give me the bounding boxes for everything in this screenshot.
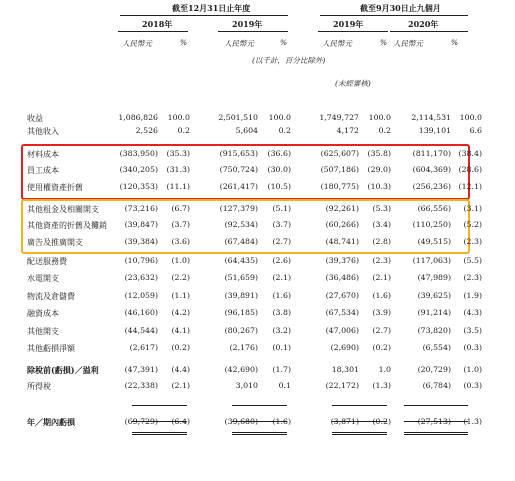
cell-value: (96,185) xyxy=(224,308,258,317)
cell-value: (20,729) xyxy=(417,365,451,374)
cell-value: 1.0 xyxy=(378,365,391,374)
cell-value: (92,261) xyxy=(325,204,359,213)
cell-value: (3.4) xyxy=(372,220,391,229)
cell-value: (1.6) xyxy=(372,291,391,300)
unit-pct-1: % xyxy=(180,38,188,47)
row-label: 配送服務費 xyxy=(27,257,67,266)
rule-final-8 xyxy=(404,434,468,435)
cell-value: 1,749,727 xyxy=(319,113,359,122)
cell-value: (39,384) xyxy=(124,237,158,246)
cell-value: (1.6) xyxy=(272,291,291,300)
cell-value: (2.1) xyxy=(171,381,190,390)
cell-value: 100.0 xyxy=(268,113,291,122)
unit-rmb-3: 人民幣元 xyxy=(322,39,352,48)
rule-total-7 xyxy=(332,421,387,422)
cell-value: (67,484) xyxy=(224,237,258,246)
cell-value: (2.3) xyxy=(463,237,482,246)
cell-value: (604,369) xyxy=(412,165,451,174)
cell-value: 139,101 xyxy=(418,126,451,135)
rule-final-4 xyxy=(404,432,468,433)
cell-value: (1.1) xyxy=(171,291,190,300)
cell-value: (10,796) xyxy=(124,256,158,265)
cell-value: (60,266) xyxy=(325,220,359,229)
cell-value: (12.1) xyxy=(458,182,482,191)
cell-value: (117,063) xyxy=(412,256,451,265)
cell-value: (256,236) xyxy=(412,182,451,191)
cell-value: (2,617) xyxy=(129,343,158,352)
cell-value: (10.5) xyxy=(267,182,291,191)
cell-value: (47,006) xyxy=(325,326,359,335)
cell-value: (46,160) xyxy=(124,308,158,317)
cell-value: (39,376) xyxy=(325,256,359,265)
cell-value: 5,604 xyxy=(235,126,258,135)
row-label: 年／期內虧損 xyxy=(27,417,75,427)
cell-value: (31.3) xyxy=(166,165,190,174)
year-2019-b: 2019年 xyxy=(333,19,364,29)
cell-value: (625,607) xyxy=(320,149,359,158)
cell-value: (29.0) xyxy=(367,165,391,174)
cell-value: (35.8) xyxy=(367,149,391,158)
cell-value: (73,820) xyxy=(417,326,451,335)
cell-value: (2.2) xyxy=(171,273,190,282)
cell-value: (4.3) xyxy=(463,308,482,317)
cell-value: 4,172 xyxy=(336,126,359,135)
cell-value: (2,176) xyxy=(229,343,258,352)
rule-total-1 xyxy=(132,405,187,406)
header-group-year-end: 截至12月31日止年度 xyxy=(172,3,251,13)
cell-value: (127,379) xyxy=(219,204,258,213)
cell-value: (51,659) xyxy=(224,273,258,282)
row-label: 其他租金及相關開支 xyxy=(27,205,99,214)
unit-pct-2: % xyxy=(280,38,288,47)
cell-value: (80,267) xyxy=(224,326,258,335)
unit-pct-3: % xyxy=(380,38,388,47)
row-label: 所得稅 xyxy=(27,382,51,391)
cell-value: (42,690) xyxy=(224,365,258,374)
cell-value: (2,690) xyxy=(330,343,359,352)
cell-value: (47,391) xyxy=(124,365,158,374)
cell-value: 2,114,531 xyxy=(411,113,451,122)
unit-rmb-2: 人民幣元 xyxy=(224,39,254,48)
cell-value: (4.1) xyxy=(171,326,190,335)
rule-total-4 xyxy=(404,405,468,406)
unit-rmb-4: 人民幣元 xyxy=(393,39,423,48)
cell-value: (3.7) xyxy=(171,220,190,229)
cell-value: (49,515) xyxy=(417,237,451,246)
rule-final-7 xyxy=(332,434,387,435)
cell-value: (30.0) xyxy=(267,165,291,174)
year-2019-a: 2019年 xyxy=(232,19,263,29)
cell-value: (22,338) xyxy=(124,381,158,390)
unit-pct-4: % xyxy=(451,38,459,47)
cell-value: (0.3) xyxy=(463,343,482,352)
cell-value: (48,741) xyxy=(325,237,359,246)
cell-value: (92,534) xyxy=(224,220,258,229)
cell-value: (6,554) xyxy=(422,343,451,352)
row-label: 其他虧損淨額 xyxy=(27,344,75,353)
cell-value: (915,653) xyxy=(219,149,258,158)
cell-value: (2.3) xyxy=(372,256,391,265)
cell-value: (811,170) xyxy=(412,149,451,158)
cell-value: 0.2 xyxy=(278,126,291,135)
cell-value: (0.2) xyxy=(171,343,190,352)
cell-value: (35.3) xyxy=(166,149,190,158)
cell-value: (27,670) xyxy=(325,291,359,300)
cell-value: (66,556) xyxy=(417,204,451,213)
cell-value: (36.6) xyxy=(267,149,291,158)
rule-final-2 xyxy=(232,432,287,433)
cell-value: (1.3) xyxy=(372,381,391,390)
cell-value: (67,534) xyxy=(325,308,359,317)
cell-value: (38.4) xyxy=(458,149,482,158)
cell-value: (2.1) xyxy=(372,273,391,282)
cell-value: (5.3) xyxy=(372,204,391,213)
cell-value: (2.7) xyxy=(372,326,391,335)
cell-value: (2.3) xyxy=(463,273,482,282)
cell-value: (0.2) xyxy=(372,343,391,352)
rule-final-5 xyxy=(132,434,187,435)
cell-value: (1.0) xyxy=(463,365,482,374)
cell-value: (3.7) xyxy=(272,220,291,229)
cell-value: 2,526 xyxy=(135,126,158,135)
cell-value: (28.6) xyxy=(458,165,482,174)
cell-value: (39,847) xyxy=(124,220,158,229)
row-label: 其他開支 xyxy=(27,327,59,336)
cell-value: (0.1) xyxy=(272,343,291,352)
cell-value: (39,625) xyxy=(417,291,451,300)
cell-value: (91,214) xyxy=(417,308,451,317)
cell-value: 0.2 xyxy=(177,126,190,135)
cell-value: (383,950) xyxy=(119,149,158,158)
cell-value: (261,417) xyxy=(219,182,258,191)
cell-value: (6.4) xyxy=(171,417,190,426)
row-label: 物流及倉儲費 xyxy=(27,292,75,301)
cell-value: (23,632) xyxy=(124,273,158,282)
rule-total-5 xyxy=(132,421,187,422)
cell-value: (47,989) xyxy=(417,273,451,282)
cell-value: (750,724) xyxy=(219,165,258,174)
cell-value: (1.9) xyxy=(463,291,482,300)
cell-value: (340,205) xyxy=(119,165,158,174)
cell-value: 18,301 xyxy=(331,365,359,374)
cell-value: (36,486) xyxy=(325,273,359,282)
cell-value: (12,059) xyxy=(124,291,158,300)
row-label: 廣告及推廣開支 xyxy=(27,238,83,247)
cell-value: (1.6) xyxy=(272,417,291,426)
note-thousands: (以千計，百分比除外) xyxy=(252,56,326,65)
cell-value: 6.6 xyxy=(469,126,482,135)
cell-value: (4.2) xyxy=(171,308,190,317)
cell-value: (11.1) xyxy=(166,182,190,191)
rule-final-3 xyxy=(332,432,387,433)
cell-value: (1.7) xyxy=(272,365,291,374)
cell-value: (2.7) xyxy=(272,237,291,246)
cell-value: (4.4) xyxy=(171,365,190,374)
row-label: 使用權資產折舊 xyxy=(27,183,83,192)
row-label: 其他資產的折舊及攤銷 xyxy=(27,221,107,230)
cell-value: 0.2 xyxy=(378,126,391,135)
cell-value: 100.0 xyxy=(167,113,190,122)
rule-total-6 xyxy=(232,421,287,422)
cell-value: (5.2) xyxy=(463,220,482,229)
rule-final-1 xyxy=(132,432,187,433)
cell-value: (0.2) xyxy=(372,417,391,426)
cell-value: (39,680) xyxy=(224,417,258,426)
row-label: 收益 xyxy=(27,114,43,123)
cell-value: (39,891) xyxy=(224,291,258,300)
cell-value: (0.3) xyxy=(463,381,482,390)
cell-value: (3.1) xyxy=(463,204,482,213)
cell-value: (6.7) xyxy=(171,204,190,213)
year-2020: 2020年 xyxy=(408,19,439,29)
cell-value: (73,216) xyxy=(124,204,158,213)
cell-value: (69,729) xyxy=(124,417,158,426)
row-label: 除稅前(虧損)／溢利 xyxy=(27,365,99,375)
cell-value: 3,010 xyxy=(235,381,258,390)
row-label: 水電開支 xyxy=(27,274,59,283)
cell-value: (5.1) xyxy=(272,204,291,213)
rule-final-6 xyxy=(232,434,287,435)
cell-value: 0.1 xyxy=(278,381,291,390)
cell-value: (44,544) xyxy=(124,326,158,335)
row-label: 融資成本 xyxy=(27,309,59,318)
cell-value: (3.2) xyxy=(272,326,291,335)
cell-value: 1,086,826 xyxy=(118,113,158,122)
cell-value: (3.8) xyxy=(272,308,291,317)
year-2018: 2018年 xyxy=(142,19,173,29)
unit-rmb-1: 人民幣元 xyxy=(122,39,152,48)
cell-value: (2.8) xyxy=(372,237,391,246)
cell-value: (3.6) xyxy=(171,237,190,246)
rule-total-3 xyxy=(332,405,387,406)
cell-value: (1.3) xyxy=(463,417,482,426)
cell-value: (110,250) xyxy=(412,220,451,229)
cell-value: (64,435) xyxy=(224,256,258,265)
cell-value: (22,172) xyxy=(325,381,359,390)
cell-value: (507,186) xyxy=(320,165,359,174)
note-unaudited: (未經審核) xyxy=(335,79,371,88)
row-label: 材料成本 xyxy=(27,150,59,159)
cell-value: (120,353) xyxy=(119,182,158,191)
rule-total-2 xyxy=(232,405,287,406)
cell-value: (2.6) xyxy=(272,256,291,265)
cell-value: (10.3) xyxy=(367,182,391,191)
cell-value: (3,871) xyxy=(330,417,359,426)
cell-value: (180,775) xyxy=(320,182,359,191)
cell-value: (5.5) xyxy=(463,256,482,265)
row-label: 其他收入 xyxy=(27,127,59,136)
cell-value: 100.0 xyxy=(459,113,482,122)
cell-value: 2,501,510 xyxy=(218,113,258,122)
header-group-nine-months: 截至9月30日止九個月 xyxy=(360,3,441,13)
rule-total-8 xyxy=(404,421,468,422)
cell-value: (2.1) xyxy=(272,273,291,282)
cell-value: (3.9) xyxy=(372,308,391,317)
cell-value: (6,784) xyxy=(422,381,451,390)
cell-value: (1.0) xyxy=(171,256,190,265)
row-label: 員工成本 xyxy=(27,166,59,175)
cell-value: (27,513) xyxy=(417,417,451,426)
cell-value: 100.0 xyxy=(368,113,391,122)
cell-value: (3.5) xyxy=(463,326,482,335)
